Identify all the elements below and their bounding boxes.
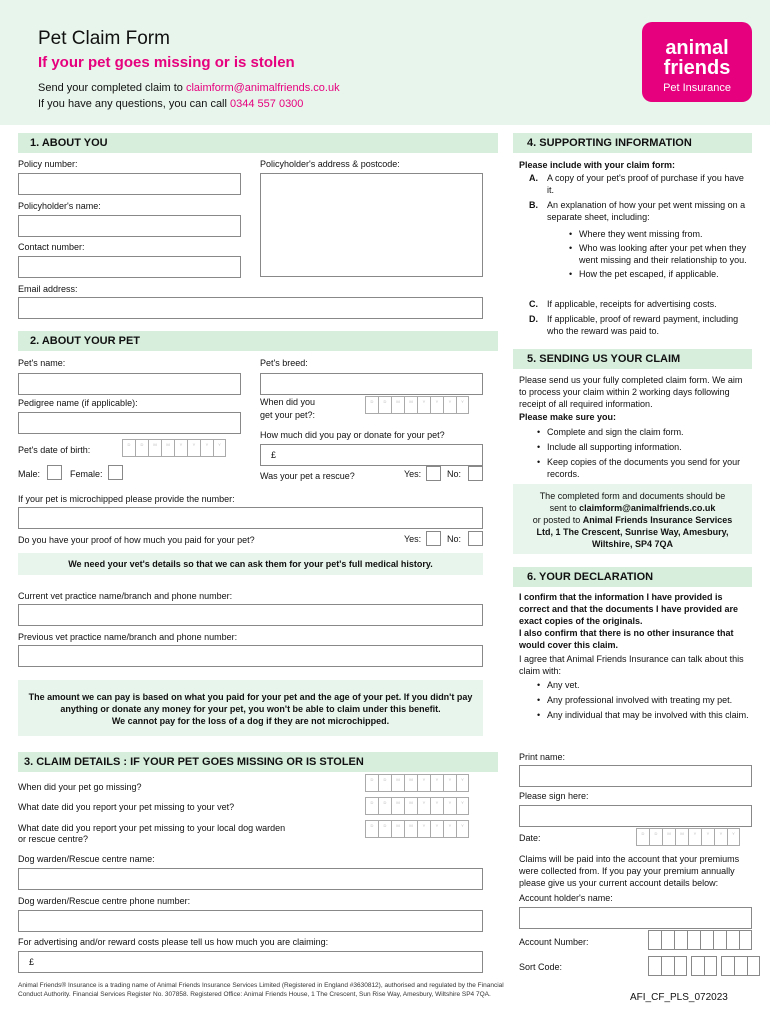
completed-line: The completed form and documents should be [539, 491, 726, 501]
send-line [38, 82, 340, 94]
supporting-item-c: C. If applicable, receipts for advertising costs. [529, 299, 717, 309]
supporting-item-b: B. An explanation of how your pet went missing on a separate sheet, including: [529, 200, 746, 222]
pet-breed-input[interactable] [260, 373, 483, 395]
footer-legal: Animal Friends® Insurance is a trading name of Animal Friends Insurance Services Limited (Registered in England #3630812), authorised and regulated by the Financial Conduct Authority. Financial Services Register No. 307858. Registered Office: Animal Friends House, 1 The Crescent, Sun Rise Way, Amesbury, Wiltshire SP4 7QA. [18, 982, 504, 998]
report-warden-date-input[interactable] [365, 820, 469, 838]
warden-phone-input[interactable] [18, 910, 483, 932]
pet-breed-label: Pet's breed: [260, 358, 308, 368]
supporting-item-d: D. If applicable, proof of reward payment, including who the reward was paid to. [529, 314, 739, 336]
supporting-bullet: • Where they went missing from. [565, 228, 751, 240]
proof-no-label: No: [447, 534, 462, 544]
date-cell: Y [456, 820, 469, 838]
proof-yes-checkbox[interactable] [426, 531, 441, 546]
email-label: Email address: [18, 284, 78, 294]
date-cell: Y [187, 439, 200, 457]
date-cell: M [161, 439, 174, 457]
policyholder-name-input[interactable] [18, 215, 241, 237]
page-subtitle: If your pet goes missing or is stolen [38, 54, 295, 71]
sending-bullet: • Include all supporting information. [533, 441, 751, 453]
rescue-no-label: No: [447, 469, 462, 479]
date-cell: Y [174, 439, 187, 457]
male-checkbox[interactable] [47, 465, 62, 480]
animal-friends-logo [642, 22, 752, 102]
date-cell: D [378, 820, 391, 838]
pet-name-input[interactable] [18, 373, 241, 395]
date-cell: D [365, 774, 378, 792]
dob-date-input[interactable] [122, 439, 226, 457]
date-cell: Y [417, 774, 430, 792]
proof-label: Do you have your proof of how much you paid for your pet? [18, 535, 255, 545]
date-cell: D [378, 396, 391, 414]
female-checkbox[interactable] [108, 465, 123, 480]
date-cell: D [135, 439, 148, 457]
price-input[interactable] [260, 444, 483, 466]
date-cell: Y [443, 774, 456, 792]
date-cell: D [365, 797, 378, 815]
vet-note: We need your vet's details so that we can ask them for your pet's full medical history. [68, 559, 433, 569]
sending-bullet: • Keep copies of the documents you send for your records. [533, 456, 751, 480]
posted-line: or posted to Animal Friends Insurance Services [532, 515, 733, 525]
missing-date-input[interactable] [365, 774, 469, 792]
address-label: Policyholder's address & postcode: [260, 159, 400, 169]
address-input[interactable] [260, 173, 483, 277]
when-missing-label: When did your pet go missing? [18, 782, 142, 792]
declaration-bullet: • Any vet. [533, 679, 751, 691]
when-get-pet-label-1: When did you [260, 397, 316, 407]
previous-vet-label: Previous vet practice name/branch and phone number: [18, 632, 238, 642]
logo-line-2: friends [663, 57, 731, 79]
section-3-heading: 3. CLAIM DETAILS : IF YOUR PET GOES MISSING OR IS STOLEN [18, 752, 498, 772]
claim-email-link[interactable]: claimform@animalfriends.co.uk [185, 82, 340, 94]
notice-line-3: We cannot pay for the loss of a dog if they are not microchipped. [111, 716, 390, 726]
date-cell: M [404, 797, 417, 815]
page-title: Pet Claim Form [38, 28, 170, 49]
date-cell: M [391, 774, 404, 792]
proof-no-checkbox[interactable] [468, 531, 483, 546]
policyholder-name-label: Policyholder's name: [18, 201, 101, 211]
date-cell: M [391, 797, 404, 815]
date-cell: Y [443, 396, 456, 414]
section-4-heading: 4. SUPPORTING INFORMATION [513, 133, 752, 153]
date-cell: Y [213, 439, 226, 457]
advertising-currency: £ [29, 957, 35, 967]
section-2-heading: 2. ABOUT YOUR PET [18, 331, 498, 351]
supporting-bullets [565, 228, 751, 280]
account-number-input[interactable] [648, 930, 752, 950]
questions-prefix: If you have any questions, you can call [38, 98, 231, 110]
supporting-list-cd [519, 298, 749, 337]
date-cell: D [122, 439, 135, 457]
notice-line-1: The amount we can pay is based on what you paid for your pet and the age of your pet. If you didn't pay [28, 692, 473, 702]
policy-number-input[interactable] [18, 173, 241, 195]
previous-vet-input[interactable] [18, 645, 483, 667]
supporting-list-ab [519, 172, 749, 223]
address-line-2: Ltd, 1 The Crescent, Sunrise Way, Amesbury, [536, 527, 729, 537]
logo-line-3: Pet Insurance [663, 82, 731, 94]
logo-line-1: animal [665, 37, 729, 59]
microchip-input[interactable] [18, 507, 483, 529]
date-cell: M [148, 439, 161, 457]
policy-number-label: Policy number: [18, 159, 78, 169]
date-cell: Y [456, 797, 469, 815]
form-reference: AFI_CF_PLS_072023 [630, 992, 728, 1003]
current-vet-input[interactable] [18, 604, 483, 626]
date-cell: Y [417, 820, 430, 838]
pedigree-input[interactable] [18, 412, 241, 434]
declaration-confirm-2: I also confirm that there is no other insurance that would cover this claim. [519, 628, 734, 650]
section-5-heading: 5. SENDING US YOUR CLAIM [513, 349, 752, 369]
declaration-confirm-1: I confirm that the information I have provided is correct and that the documents I have provided are exact copies of the originals. [519, 592, 739, 626]
declaration-bullet: • Any individual that may be involved with this claim. [533, 709, 751, 721]
supporting-intro: Please include with your claim form: [519, 160, 676, 170]
date-cell: Y [417, 797, 430, 815]
date-cell: D [365, 396, 378, 414]
rescue-no-checkbox[interactable] [468, 466, 483, 481]
declaration-bullets [533, 679, 751, 721]
sent-to-line: sent to claimform@animalfriends.co.uk [549, 503, 716, 513]
section-1-heading: 1. ABOUT YOU [18, 133, 498, 153]
date-cell: M [404, 774, 417, 792]
date-cell: Y [430, 797, 443, 815]
supporting-item-a: A. A copy of your pet's proof of purchase if you have it. [529, 173, 744, 195]
date-cell: Y [443, 820, 456, 838]
date-cell: Y [714, 828, 727, 846]
account-number-label: Account Number: [519, 937, 589, 947]
contact-number-input[interactable] [18, 256, 241, 278]
phone-link[interactable]: 0344 557 0300 [230, 98, 304, 110]
claims-paid-note: Claims will be paid into the account that your premiums were collected from. If you pay your premium annually please give us your current account details below: [519, 854, 740, 888]
date-cell: D [649, 828, 662, 846]
pet-name-label: Pet's name: [18, 358, 66, 368]
make-sure-label: Please make sure you: [519, 412, 617, 422]
date-cell: D [636, 828, 649, 846]
how-much-label: How much did you pay or donate for your pet? [260, 430, 445, 440]
date-cell: Y [727, 828, 740, 846]
microchip-label: If your pet is microchipped please provide the number: [18, 494, 235, 504]
address-line-3: Wiltshire, SP4 7QA [592, 539, 673, 549]
date-cell: D [378, 797, 391, 815]
date-cell: D [378, 774, 391, 792]
account-holder-label: Account holder's name: [519, 893, 613, 903]
report-warden-label-2: or rescue centre? [18, 834, 89, 844]
supporting-bullet: • Who was looking after your pet when they went missing and their relationship to you. [565, 242, 751, 266]
contact-number-label: Contact number: [18, 242, 85, 252]
date-cell: Y [456, 396, 469, 414]
male-label: Male: [18, 469, 41, 479]
questions-line [38, 98, 303, 110]
date-cell: M [391, 820, 404, 838]
supporting-bullet: • How the pet escaped, if applicable. [565, 268, 751, 280]
report-warden-label-1: What date did you report your pet missing to your local dog warden [18, 823, 286, 833]
date-cell: Y [701, 828, 714, 846]
declaration-date-input[interactable] [636, 828, 740, 846]
notice-line-2: anything or donate any money for your pet, you won't be able to claim under this benefit. [60, 704, 441, 714]
date-cell: Y [200, 439, 213, 457]
email-input[interactable] [18, 297, 483, 319]
sign-label: Please sign here: [519, 791, 589, 801]
send-prefix: Send your completed claim to [38, 82, 186, 94]
sending-bullet: • Complete and sign the claim form. [533, 426, 751, 438]
warden-phone-label: Dog warden/Rescue centre phone number: [18, 896, 191, 906]
print-name-label: Print name: [519, 752, 566, 762]
warden-name-label: Dog warden/Rescue centre name: [18, 854, 155, 864]
get-pet-date-input[interactable] [365, 396, 469, 414]
sending-email-link[interactable]: claimform@animalfriends.co.uk [579, 503, 716, 513]
date-cell: Y [443, 797, 456, 815]
date-cell: M [404, 396, 417, 414]
declaration-bullet: • Any professional involved with treating my pet. [533, 694, 751, 706]
section-6-heading: 6. YOUR DECLARATION [513, 567, 752, 587]
date-cell: Y [430, 396, 443, 414]
signature-input[interactable] [519, 805, 752, 827]
date-label: Date: [519, 833, 541, 843]
sort-code-input[interactable] [648, 956, 760, 976]
date-cell: M [662, 828, 675, 846]
report-vet-date-input[interactable] [365, 797, 469, 815]
report-vet-label: What date did you report your pet missing to your vet? [18, 802, 235, 812]
date-cell: M [404, 820, 417, 838]
date-cell: Y [417, 396, 430, 414]
declaration-agree: I agree that Animal Friends Insurance can talk about this claim with: [519, 654, 744, 676]
pedigree-label: Pedigree name (if applicable): [18, 398, 138, 408]
dob-label: Pet's date of birth: [18, 445, 91, 455]
advertising-input[interactable] [18, 951, 483, 973]
rescue-label: Was your pet a rescue? [260, 471, 355, 481]
price-currency: £ [271, 450, 277, 460]
warden-name-input[interactable] [18, 868, 483, 890]
proof-yes-label: Yes: [404, 534, 422, 544]
print-name-input[interactable] [519, 765, 752, 787]
when-get-pet-label-2: get your pet?: [260, 410, 316, 420]
date-cell: M [675, 828, 688, 846]
sending-intro: Please send us your fully completed claim form. We aim to process your claim within 2 working days following receipt of all required information. [519, 375, 743, 409]
sending-bullets [533, 426, 751, 480]
date-cell: Y [430, 820, 443, 838]
date-cell: Y [456, 774, 469, 792]
date-cell: M [391, 396, 404, 414]
female-label: Female: [70, 469, 103, 479]
rescue-yes-label: Yes: [404, 469, 422, 479]
rescue-yes-checkbox[interactable] [426, 466, 441, 481]
date-cell: Y [688, 828, 701, 846]
sort-code-label: Sort Code: [519, 962, 563, 972]
account-holder-input[interactable] [519, 907, 752, 929]
advertising-label: For advertising and/or reward costs please tell us how much you are claiming: [18, 937, 329, 947]
date-cell: Y [430, 774, 443, 792]
date-cell: D [365, 820, 378, 838]
current-vet-label: Current vet practice name/branch and phone number: [18, 591, 233, 601]
